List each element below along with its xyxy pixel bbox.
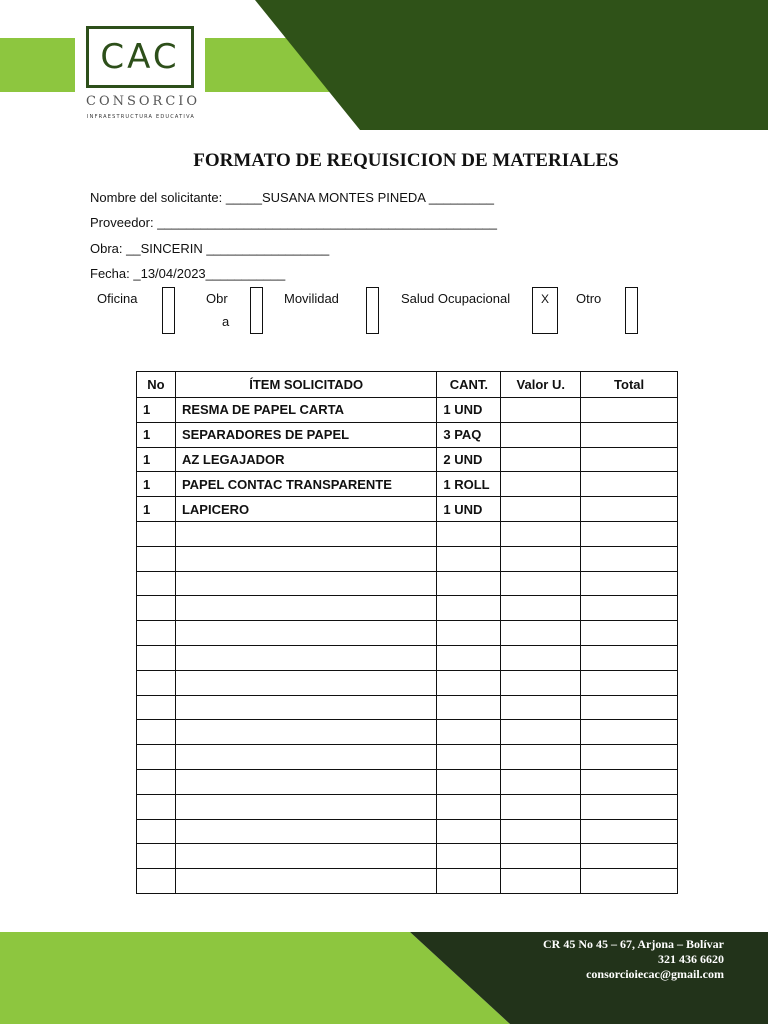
cell-valor — [501, 794, 581, 819]
cell-no: 1 — [137, 472, 176, 497]
cell-item — [175, 571, 436, 596]
cell-no — [137, 546, 176, 571]
cell-cant — [437, 720, 501, 745]
logo — [86, 26, 194, 88]
table-row — [137, 844, 678, 869]
cell-no — [137, 720, 176, 745]
cell-item — [175, 596, 436, 621]
logo-tagline: INFRAESTRUCTURA EDUCATIVA — [86, 114, 196, 120]
cell-no — [137, 745, 176, 770]
cell-cant — [437, 794, 501, 819]
cell-total — [581, 695, 678, 720]
cell-cant — [437, 869, 501, 894]
cell-cant: 3 PAQ — [437, 422, 501, 447]
cell-valor — [501, 398, 581, 423]
cell-cant — [437, 745, 501, 770]
cell-no: 1 — [137, 398, 176, 423]
cell-valor — [501, 645, 581, 670]
logo-text: CAC — [100, 37, 180, 77]
cell-total — [581, 546, 678, 571]
cell-total — [581, 521, 678, 546]
table-row — [137, 869, 678, 894]
cell-total — [581, 645, 678, 670]
cell-total — [581, 596, 678, 621]
materials-table — [136, 371, 678, 894]
cell-cant — [437, 521, 501, 546]
cell-item: AZ LEGAJADOR — [175, 447, 436, 472]
header-item: ÍTEM SOLICITADO — [175, 372, 436, 398]
cell-item — [175, 769, 436, 794]
obra-field: Obra: __SINCERIN _________________ — [90, 241, 330, 256]
table-row — [137, 819, 678, 844]
cell-cant — [437, 670, 501, 695]
cell-no: 1 — [137, 422, 176, 447]
cell-no — [137, 521, 176, 546]
option-movilidad-checkbox[interactable] — [366, 287, 379, 334]
cell-total — [581, 398, 678, 423]
table-row — [137, 521, 678, 546]
cell-total — [581, 472, 678, 497]
cell-cant: 2 UND — [437, 447, 501, 472]
cell-valor — [501, 621, 581, 646]
cell-valor — [501, 869, 581, 894]
cell-valor — [501, 844, 581, 869]
table-row — [137, 571, 678, 596]
header-cant: CANT. — [437, 372, 501, 398]
cell-no — [137, 645, 176, 670]
footer-phone: 321 436 6620 — [658, 952, 724, 966]
table-row — [137, 769, 678, 794]
fecha-field: Fecha: _13/04/2023___________ — [90, 266, 286, 281]
cell-cant — [437, 546, 501, 571]
cell-item — [175, 546, 436, 571]
cell-item — [175, 645, 436, 670]
cell-item — [175, 819, 436, 844]
table-row — [137, 422, 678, 447]
cell-total — [581, 621, 678, 646]
cell-cant — [437, 571, 501, 596]
cell-valor — [501, 497, 581, 522]
table-row — [137, 794, 678, 819]
cell-cant — [437, 844, 501, 869]
footer-email: consorcioiecac@gmail.com — [586, 967, 724, 981]
cell-item: LAPICERO — [175, 497, 436, 522]
option-obra-checkbox[interactable] — [250, 287, 263, 334]
cell-item — [175, 869, 436, 894]
cell-total — [581, 745, 678, 770]
footer-address: CR 45 No 45 – 67, Arjona – Bolívar — [543, 937, 724, 951]
cell-valor — [501, 745, 581, 770]
cell-total — [581, 447, 678, 472]
cell-cant — [437, 769, 501, 794]
cell-total — [581, 869, 678, 894]
cell-total — [581, 571, 678, 596]
cell-no — [137, 596, 176, 621]
cell-total — [581, 422, 678, 447]
cell-valor — [501, 720, 581, 745]
cell-item — [175, 844, 436, 869]
cell-no — [137, 819, 176, 844]
table-row — [137, 621, 678, 646]
header-valor: Valor U. — [501, 372, 581, 398]
cell-valor — [501, 670, 581, 695]
cell-total — [581, 720, 678, 745]
cell-cant — [437, 621, 501, 646]
cell-item — [175, 521, 436, 546]
cell-no — [137, 869, 176, 894]
option-otro-checkbox[interactable] — [625, 287, 638, 334]
table-row — [137, 745, 678, 770]
cell-valor — [501, 472, 581, 497]
cell-cant: 1 UND — [437, 398, 501, 423]
cell-no — [137, 571, 176, 596]
cell-item — [175, 695, 436, 720]
form-title: FORMATO DE REQUISICION DE MATERIALES — [193, 150, 619, 171]
cell-total — [581, 670, 678, 695]
cell-total — [581, 769, 678, 794]
cell-cant — [437, 695, 501, 720]
cell-valor — [501, 422, 581, 447]
cell-cant — [437, 819, 501, 844]
cell-cant: 1 ROLL — [437, 472, 501, 497]
cell-no — [137, 621, 176, 646]
cell-item: RESMA DE PAPEL CARTA — [175, 398, 436, 423]
cell-valor — [501, 447, 581, 472]
table-row — [137, 497, 678, 522]
option-oficina-label: Oficina — [97, 291, 138, 306]
table-row — [137, 447, 678, 472]
cell-item — [175, 670, 436, 695]
cell-no — [137, 695, 176, 720]
cell-no: 1 — [137, 447, 176, 472]
cell-valor — [501, 521, 581, 546]
option-obra-label-wrap: a — [222, 314, 230, 329]
cell-valor — [501, 546, 581, 571]
cell-no — [137, 670, 176, 695]
option-obra-label: Obr — [206, 291, 228, 306]
header-total: Total — [581, 372, 678, 398]
cell-item — [175, 621, 436, 646]
table-row — [137, 695, 678, 720]
cell-no — [137, 769, 176, 794]
option-salud-label: Salud Ocupacional — [401, 291, 511, 306]
cell-item: SEPARADORES DE PAPEL — [175, 422, 436, 447]
cell-no — [137, 794, 176, 819]
table-row — [137, 670, 678, 695]
cell-valor — [501, 695, 581, 720]
cell-no: 1 — [137, 497, 176, 522]
cell-cant — [437, 596, 501, 621]
option-movilidad-label: Movilidad — [284, 291, 339, 306]
cell-total — [581, 794, 678, 819]
table-header-row — [137, 372, 678, 398]
cell-total — [581, 819, 678, 844]
cell-valor — [501, 769, 581, 794]
cell-total — [581, 497, 678, 522]
header-no: No — [137, 372, 176, 398]
cell-valor — [501, 571, 581, 596]
cell-cant: 1 UND — [437, 497, 501, 522]
table-row — [137, 596, 678, 621]
proveedor-field: Proveedor: _______________________________________________ — [90, 215, 498, 230]
cell-total — [581, 844, 678, 869]
cell-item: PAPEL CONTAC TRANSPARENTE — [175, 472, 436, 497]
option-otro-label: Otro — [576, 291, 602, 306]
option-oficina-checkbox[interactable] — [162, 287, 175, 334]
header-dark-band — [255, 0, 768, 130]
cell-valor — [501, 819, 581, 844]
table-row — [137, 720, 678, 745]
cell-item — [175, 745, 436, 770]
cell-no — [137, 844, 176, 869]
cell-item — [175, 794, 436, 819]
table-row — [137, 645, 678, 670]
cell-cant — [437, 645, 501, 670]
cell-item — [175, 720, 436, 745]
table-row — [137, 398, 678, 423]
table-row — [137, 472, 678, 497]
table-row — [137, 546, 678, 571]
option-salud-checkbox[interactable]: X — [532, 287, 558, 334]
solicitante-field: Nombre del solicitante: _____SUSANA MONTES PINEDA _________ — [90, 190, 494, 205]
logo-subtitle: CONSORCIO — [86, 94, 201, 109]
cell-valor — [501, 596, 581, 621]
